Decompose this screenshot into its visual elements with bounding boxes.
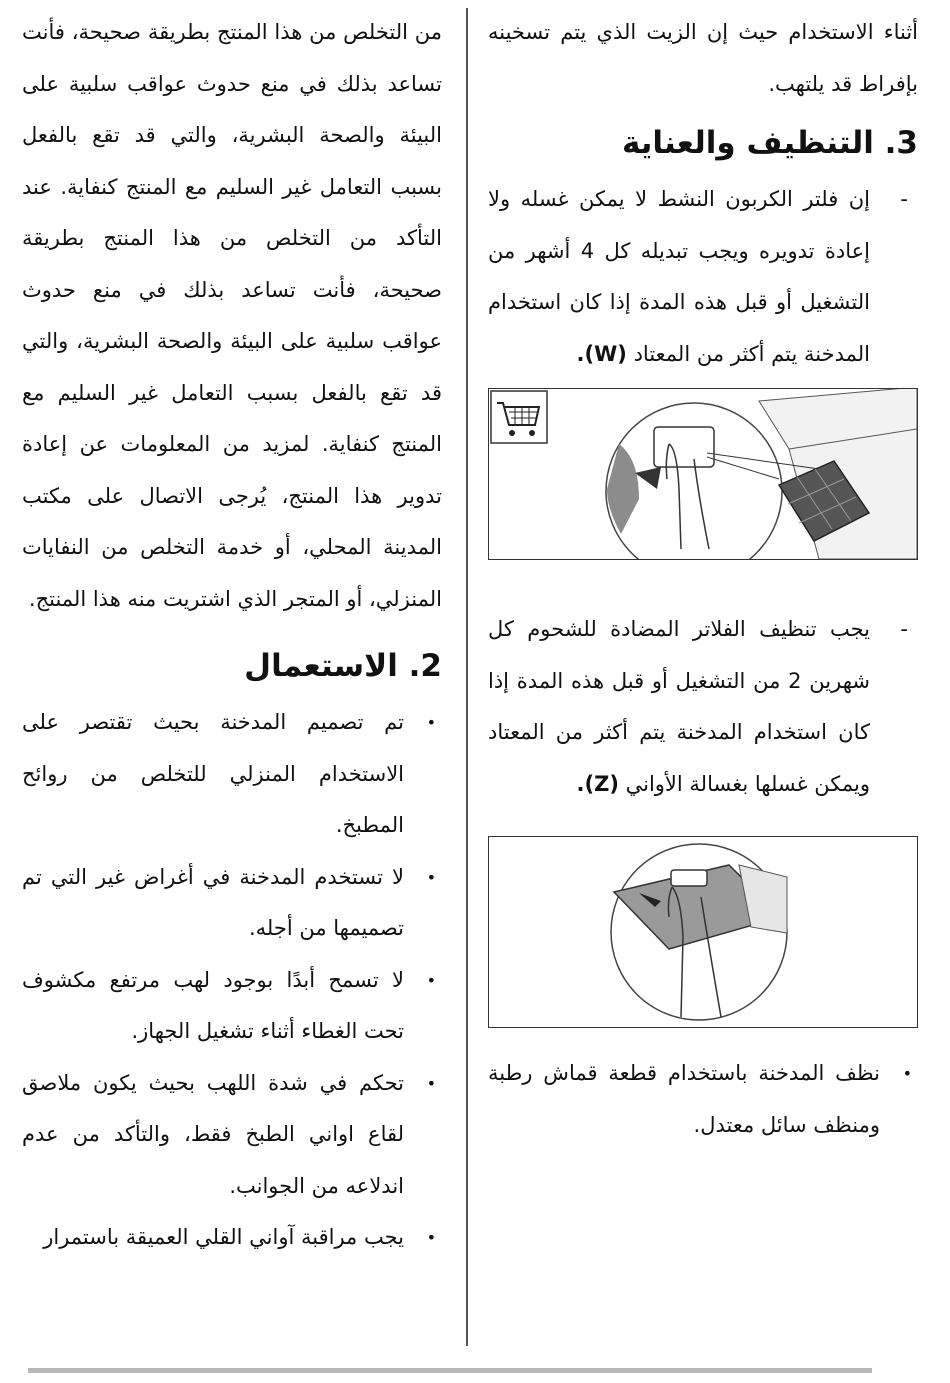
bullet-marker: •: [426, 713, 436, 732]
wipe-text: نظف المدخنة باستخدام قطعة قماش رطبة ومنظف سائل معتدل.: [488, 1061, 880, 1137]
bullet-marker: •: [426, 867, 436, 887]
column-divider: [466, 8, 468, 1346]
section-2-number: 2.: [408, 648, 442, 684]
cleaning-item-grease-filter: [488, 604, 918, 810]
figure-w-carbon-filter: [488, 388, 918, 560]
section-3-heading: [488, 116, 918, 170]
bullet-marker: •: [426, 970, 436, 990]
grease-filter-text: يجب تنظيف الفلاتر المضادة للشحوم كل شهرين 2 من التشغيل أو قبل هذه المدة إذا كان استخدام المدخنة يتم أكثر من المعتاد ويمكن غسلها بغسالة الأواني: [488, 617, 870, 796]
list-item-text: يجب مراقبة آواني القلي العميقة باستمرار: [43, 1225, 404, 1249]
list-item-text: لا تستخدم المدخنة في أغراض غير التي تم تصميمها من أجله.: [22, 864, 404, 940]
figure-ref-z: (Z).: [576, 771, 619, 796]
list-item-text: لا تسمح أبدًا بوجود لهب مرتفع مكشوف تحت الغطاء أثناء تشغيل الجهاز.: [22, 967, 404, 1043]
footer-rule: [28, 1368, 872, 1373]
figure-ref-w: (W).: [576, 341, 627, 366]
cleaning-item-wipe: [488, 1048, 918, 1151]
shopping-cart-icon: [491, 391, 547, 443]
right-column: [488, 0, 918, 1151]
bullet-marker: •: [902, 1064, 912, 1083]
list-item-text: تم تصميم المدخنة بحيث تقتصر على الاستخدام المنزلي للتخلص من روائح المطبخ.: [22, 710, 404, 837]
section-3-number: 3.: [884, 125, 918, 161]
list-item: [22, 1058, 442, 1213]
intro-paragraph: أثناء الاستخدام حيث إن الزيت الذي يتم تسخينه بإفراط قد يلتهب.: [488, 20, 918, 96]
usage-bullet-list: [22, 697, 442, 1264]
list-item: [22, 852, 442, 955]
bullet-marker: •: [426, 1228, 436, 1247]
list-item: [22, 1212, 442, 1264]
bullet-marker: •: [426, 1073, 436, 1093]
carbon-filter-text: إن فلتر الكربون النشط لا يمكن غسله ولا إعادة تدويره ويجب تبديله كل 4 أشهر من التشغيل أو قبل هذه المدة إذا كان استخدام المدخنة يتم أكثر من المعتاد: [488, 187, 870, 366]
disposal-paragraph: من التخلص من هذا المنتج بطريقة صحيحة، فأنت تساعد بذلك في منع حدوث عواقب سلبية على البيئة والصحة البشرية، والتي قد تقع بالفعل بسبب التعامل غير السليم مع المنتج كنفاية. عند التأكد من التخلص من هذا المنتج بطريقة صحيحة، فأنت تساعد بذلك في منع حدوث عواقب سلبية على البيئة والصحة البشرية، والتي قد تقع بالفعل بسبب التعامل غير السليم مع المنتج كنفاية. لمزيد من المعلومات عن إعادة تدوير هذا المنتج، يُرجى الاتصال على مكتب المدينة المحلي، أو خدمة التخلص من النفايات المنزلي، أو المتجر الذي اشتريت منه هذا المنتج.: [22, 20, 442, 611]
dash-marker: -: [900, 187, 908, 211]
section-2-heading: [22, 639, 442, 693]
list-item: [22, 955, 442, 1058]
section-3-title: التنظيف والعناية: [621, 125, 874, 161]
left-column: [22, 0, 442, 1264]
list-item: [22, 697, 442, 852]
figure-z-grease-filter: [488, 836, 918, 1028]
cleaning-item-carbon-filter: [488, 174, 918, 380]
dash-marker: -: [900, 617, 908, 641]
list-item-text: تحكم في شدة اللهب بحيث يكون ملاصق لقاع اواني الطبخ فقط، والتأكد من عدم اندلاعه من الجوانب.: [22, 1070, 404, 1198]
section-2-title: الاستعمال: [244, 648, 398, 684]
